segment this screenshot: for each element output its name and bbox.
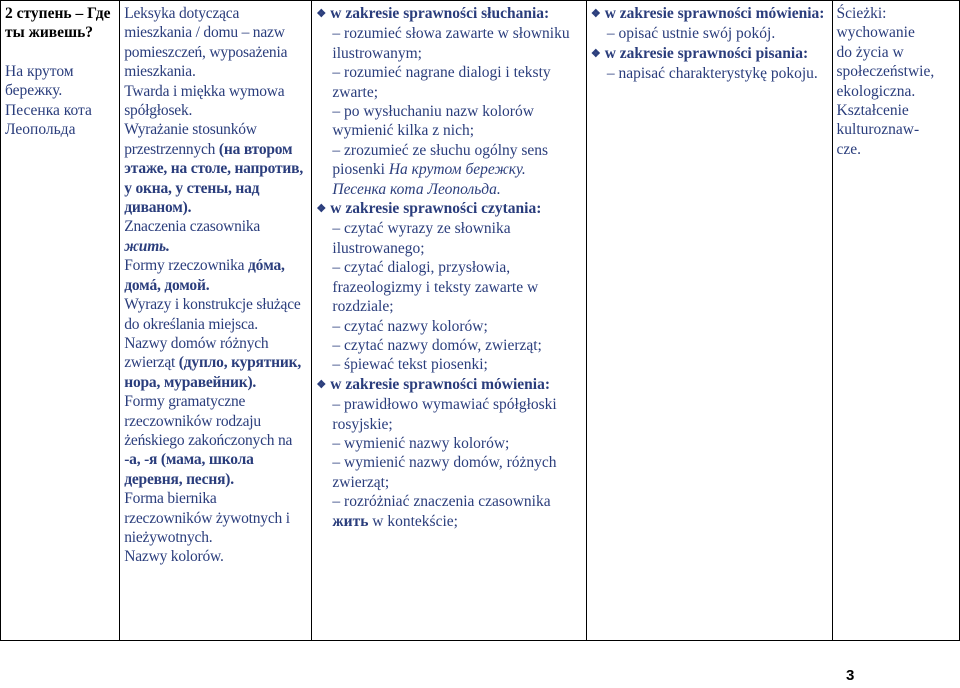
skill-item: – czytać wyrazy ze słownika ilustrowanego; xyxy=(316,219,581,258)
content-column xyxy=(120,1,312,641)
content-item: Forma biernika rzeczowników żywotnych i nieżywotnych. xyxy=(124,490,290,546)
section-heading-speaking: ❖ w zakresie sprawności mówienia: xyxy=(591,4,828,24)
skill-item: – wymienić nazwy kolorów; xyxy=(316,434,581,453)
topic-line: Песенка кота Леопольда xyxy=(5,101,92,139)
skill-item: – rozumieć nagrane dialogi i teksty zwarte; xyxy=(316,63,581,102)
content-item: Wyrazy i konstrukcje służące do określania miejsca. xyxy=(124,296,301,333)
content-item: Twarda i miękka wymowa spółgłosek. xyxy=(124,82,285,120)
page-number: 3 xyxy=(846,667,855,684)
section-heading-writing: ❖ w zakresie sprawności pisania: xyxy=(591,44,828,64)
productive-skills-column xyxy=(586,1,832,641)
pathway-line: cze. xyxy=(836,140,862,158)
pathways-column xyxy=(832,1,959,641)
skill-item: – czytać nazwy domów, zwierząt; xyxy=(316,336,581,355)
skill-item: – rozróżniać znaczenia czasownika жить w kontekście; xyxy=(316,492,581,531)
pathway-line: wychowanie xyxy=(836,24,915,42)
pathway-line: Ścieżki: xyxy=(836,5,887,22)
content-item: Formy gramatyczne rzeczowników rodzaju żeńskiego zakończonych na -а, -я (мама, школа деревня, песня). xyxy=(124,393,293,488)
skill-item: – napisać charakterystykę pokoju. xyxy=(591,64,828,83)
skill-item: – zrozumieć ze słuchu ogólny sens piosenki На крутом бережку. Песенка кота Леопольда. xyxy=(316,141,581,199)
skill-item: – po wysłuchaniu nazw kolorów wymienić kilka z nich; xyxy=(316,102,581,141)
content-item: Wyrażanie stosunków przestrzennych (на втором этаже, на столе, напротив, у окна, у стены, над диваном). xyxy=(124,121,304,217)
content-item: Leksyka dotycząca mieszkania / domu – nazw pomieszczeń, wyposażenia mieszkania. xyxy=(124,5,288,81)
pathway-line: kulturoznaw- xyxy=(836,121,920,139)
lesson-column xyxy=(1,1,120,641)
skill-item: – rozumieć słowa zawarte w słowniku ilustrowanym; xyxy=(316,24,581,63)
topic-line: На крутом бережку. xyxy=(5,62,74,100)
skill-item: – czytać dialogi, przysłowia, frazeologizmy i teksty zawarte w rozdziale; xyxy=(316,258,581,316)
skill-item: – śpiewać tekst piosenki; xyxy=(316,355,581,374)
skill-item: – czytać nazwy kolorów; xyxy=(316,317,581,336)
section-heading-reading: ❖ w zakresie sprawności czytania: xyxy=(316,199,581,219)
pathway-line: Kształcenie xyxy=(836,102,909,120)
content-item: Nazwy kolorów. xyxy=(124,548,224,566)
skill-item: – opisać ustnie swój pokój. xyxy=(591,24,828,43)
pathway-line: do życia w xyxy=(836,43,904,61)
skill-item: – wymienić nazwy domów, różnych zwierząt; xyxy=(316,453,581,492)
section-heading-speaking: ❖ w zakresie sprawności mówienia: xyxy=(316,375,581,395)
content-item: Znaczenia czasownika жить. xyxy=(124,218,261,255)
skill-item: – prawidłowo wymawiać spółgłoski rosyjskie; xyxy=(316,395,581,434)
skills-column xyxy=(312,1,586,641)
pathway-line: społeczeństwie, xyxy=(836,63,935,81)
section-heading-listening: ❖ w zakresie sprawności słuchania: xyxy=(316,4,581,24)
pathway-line: ekologiczna. xyxy=(836,82,916,100)
content-item: Nazwy domów różnych zwierząt (дупло, курятник, нора, муравейник). xyxy=(124,334,302,391)
lesson-heading: 2 ступень – Где ты живешь? xyxy=(5,5,111,42)
content-item: Formy rzeczownika дóма, домá, домой. xyxy=(124,257,285,294)
table-row xyxy=(1,1,960,641)
